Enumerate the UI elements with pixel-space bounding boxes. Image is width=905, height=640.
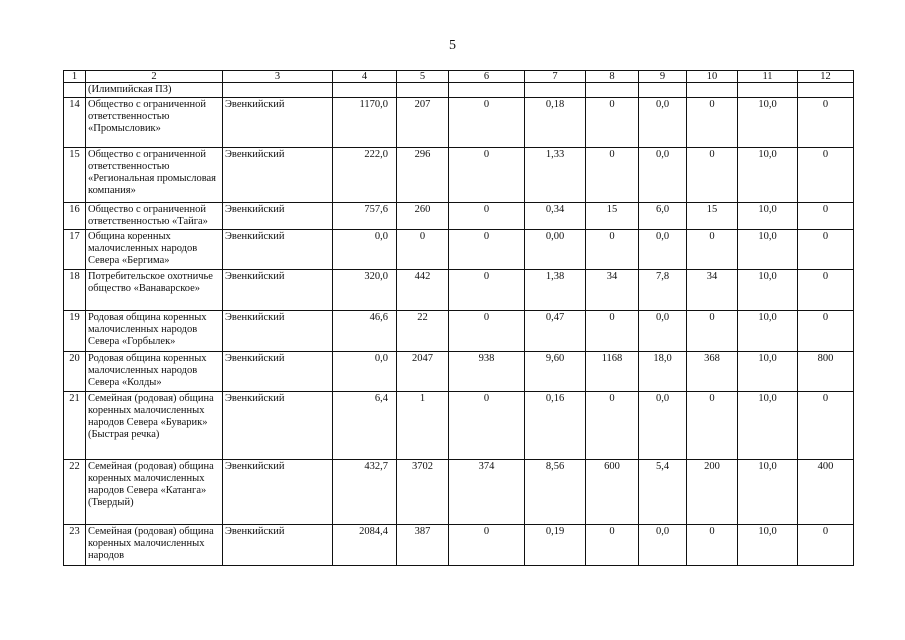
continuation-row: [64, 83, 854, 98]
district-name: Эвенкийский: [223, 270, 333, 311]
value-col-5: 2047: [397, 352, 449, 392]
value-col-5: 0: [397, 230, 449, 270]
value-col-4: 757,6: [333, 203, 397, 230]
row-number: 16: [64, 203, 86, 230]
value-col-9: 0,0: [639, 230, 687, 270]
column-header: 6: [449, 71, 525, 83]
value-col-5: 260: [397, 203, 449, 230]
district-name: Эвенкийский: [223, 148, 333, 203]
table-row: [64, 148, 854, 203]
value-col-8: 15: [586, 203, 639, 230]
value-col-10: 0: [687, 525, 738, 566]
value-col-7: 0,19: [525, 525, 586, 566]
row-number: 19: [64, 311, 86, 352]
row-number: 18: [64, 270, 86, 311]
value-col-9: 0,0: [639, 525, 687, 566]
value-col-12: 0: [798, 311, 854, 352]
value-col-11: 10,0: [738, 230, 798, 270]
organization-name: Общество с ограниченной ответственностью «Тайга»: [86, 203, 223, 230]
organization-name: Общество с ограниченной ответственностью «Промысловик»: [86, 98, 223, 148]
table-row: [64, 460, 854, 525]
value-col-10: 0: [687, 230, 738, 270]
value-col-7: 1,33: [525, 148, 586, 203]
value-col-7: 0,34: [525, 203, 586, 230]
district-name: Эвенкийский: [223, 460, 333, 525]
district-name: Эвенкийский: [223, 352, 333, 392]
value-col-4: 0,0: [333, 230, 397, 270]
organization-name: Семейная (родовая) община коренных малочисленных народов Севера «Буварик» (Быстрая речка): [86, 392, 223, 460]
table-row: [64, 270, 854, 311]
table-row: [64, 392, 854, 460]
column-header: 2: [86, 71, 223, 83]
district-name: Эвенкийский: [223, 392, 333, 460]
value-col-5: 22: [397, 311, 449, 352]
column-header: 7: [525, 71, 586, 83]
district-name: Эвенкийский: [223, 203, 333, 230]
value-col-4: 46,6: [333, 311, 397, 352]
organization-name: Семейная (родовая) община коренных малочисленных народов Севера «Катанга» (Твердый): [86, 460, 223, 525]
value-col-12: 0: [798, 525, 854, 566]
organization-name: Родовая община коренных малочисленных народов Севера «Горбылек»: [86, 311, 223, 352]
row-number: 21: [64, 392, 86, 460]
value-col-11: 10,0: [738, 352, 798, 392]
value-col-11: 10,0: [738, 311, 798, 352]
value-col-9: 0,0: [639, 392, 687, 460]
table-row: [64, 311, 854, 352]
value-col-6: 374: [449, 460, 525, 525]
value-col-4: 432,7: [333, 460, 397, 525]
value-col-12: 0: [798, 98, 854, 148]
value-col-12: 0: [798, 392, 854, 460]
value-col-9: 6,0: [639, 203, 687, 230]
value-col-10: 15: [687, 203, 738, 230]
table-row: [64, 352, 854, 392]
value-col-5: 207: [397, 98, 449, 148]
row-number: 20: [64, 352, 86, 392]
row-number: 17: [64, 230, 86, 270]
value-col-11: 10,0: [738, 460, 798, 525]
organization-name: Община коренных малочисленных народов Севера «Бергима»: [86, 230, 223, 270]
value-col-8: 0: [586, 392, 639, 460]
value-col-10: 200: [687, 460, 738, 525]
table-row: [64, 230, 854, 270]
value-col-4: 222,0: [333, 148, 397, 203]
value-col-6: 0: [449, 148, 525, 203]
value-col-6: 0: [449, 270, 525, 311]
value-col-5: 296: [397, 148, 449, 203]
row-number: 14: [64, 98, 86, 148]
value-col-7: 1,38: [525, 270, 586, 311]
value-col-8: 0: [586, 148, 639, 203]
value-col-9: 7,8: [639, 270, 687, 311]
value-col-6: 0: [449, 311, 525, 352]
value-col-4: 0,0: [333, 352, 397, 392]
value-col-4: 320,0: [333, 270, 397, 311]
value-col-6: 0: [449, 230, 525, 270]
value-col-10: 0: [687, 392, 738, 460]
row-number: 23: [64, 525, 86, 566]
value-col-5: 1: [397, 392, 449, 460]
value-col-6: 0: [449, 525, 525, 566]
value-col-9: 18,0: [639, 352, 687, 392]
data-table: [63, 70, 854, 566]
organization-name: Потребительское охотничье общество «Ванаварское»: [86, 270, 223, 311]
value-col-5: 442: [397, 270, 449, 311]
value-col-11: 10,0: [738, 98, 798, 148]
value-col-11: 10,0: [738, 148, 798, 203]
value-col-7: 0,47: [525, 311, 586, 352]
value-col-5: 387: [397, 525, 449, 566]
value-col-9: 0,0: [639, 98, 687, 148]
column-header: 8: [586, 71, 639, 83]
value-col-4: 1170,0: [333, 98, 397, 148]
value-col-9: 5,4: [639, 460, 687, 525]
value-col-8: 0: [586, 525, 639, 566]
value-col-4: 2084,4: [333, 525, 397, 566]
value-col-12: 0: [798, 270, 854, 311]
value-col-10: 0: [687, 98, 738, 148]
value-col-6: 0: [449, 203, 525, 230]
value-col-10: 368: [687, 352, 738, 392]
value-col-8: 34: [586, 270, 639, 311]
value-col-10: 34: [687, 270, 738, 311]
table-row: [64, 203, 854, 230]
value-col-12: 400: [798, 460, 854, 525]
column-header: 3: [223, 71, 333, 83]
column-header: 11: [738, 71, 798, 83]
continuation-label: (Илимпийская ПЗ): [86, 83, 223, 98]
value-col-10: 0: [687, 311, 738, 352]
value-col-8: 0: [586, 311, 639, 352]
column-header: 10: [687, 71, 738, 83]
row-number: 22: [64, 460, 86, 525]
value-col-5: 3702: [397, 460, 449, 525]
table-row: [64, 525, 854, 566]
value-col-11: 10,0: [738, 525, 798, 566]
district-name: Эвенкийский: [223, 311, 333, 352]
column-header: 9: [639, 71, 687, 83]
value-col-8: 600: [586, 460, 639, 525]
organization-name: Общество с ограниченной ответственностью «Региональная промысловая компания»: [86, 148, 223, 203]
organization-name: Семейная (родовая) община коренных малочисленных народов: [86, 525, 223, 566]
organization-name: Родовая община коренных малочисленных народов Севера «Колды»: [86, 352, 223, 392]
column-header: 4: [333, 71, 397, 83]
value-col-8: 0: [586, 230, 639, 270]
page-number: 5: [449, 38, 456, 53]
table-row: [64, 98, 854, 148]
value-col-11: 10,0: [738, 203, 798, 230]
value-col-12: 0: [798, 203, 854, 230]
district-name: Эвенкийский: [223, 98, 333, 148]
value-col-7: 0,00: [525, 230, 586, 270]
value-col-9: 0,0: [639, 148, 687, 203]
district-name: Эвенкийский: [223, 230, 333, 270]
value-col-8: 1168: [586, 352, 639, 392]
value-col-6: 938: [449, 352, 525, 392]
value-col-7: 0,18: [525, 98, 586, 148]
value-col-7: 0,16: [525, 392, 586, 460]
value-col-12: 0: [798, 148, 854, 203]
value-col-11: 10,0: [738, 392, 798, 460]
column-header: 12: [798, 71, 854, 83]
header-row: [64, 71, 854, 83]
value-col-7: 8,56: [525, 460, 586, 525]
value-col-9: 0,0: [639, 311, 687, 352]
value-col-12: 0: [798, 230, 854, 270]
column-header: 5: [397, 71, 449, 83]
value-col-7: 9,60: [525, 352, 586, 392]
column-header: 1: [64, 71, 86, 83]
value-col-6: 0: [449, 392, 525, 460]
value-col-10: 0: [687, 148, 738, 203]
value-col-12: 800: [798, 352, 854, 392]
value-col-4: 6,4: [333, 392, 397, 460]
value-col-6: 0: [449, 98, 525, 148]
row-number: 15: [64, 148, 86, 203]
value-col-11: 10,0: [738, 270, 798, 311]
district-name: Эвенкийский: [223, 525, 333, 566]
value-col-8: 0: [586, 98, 639, 148]
